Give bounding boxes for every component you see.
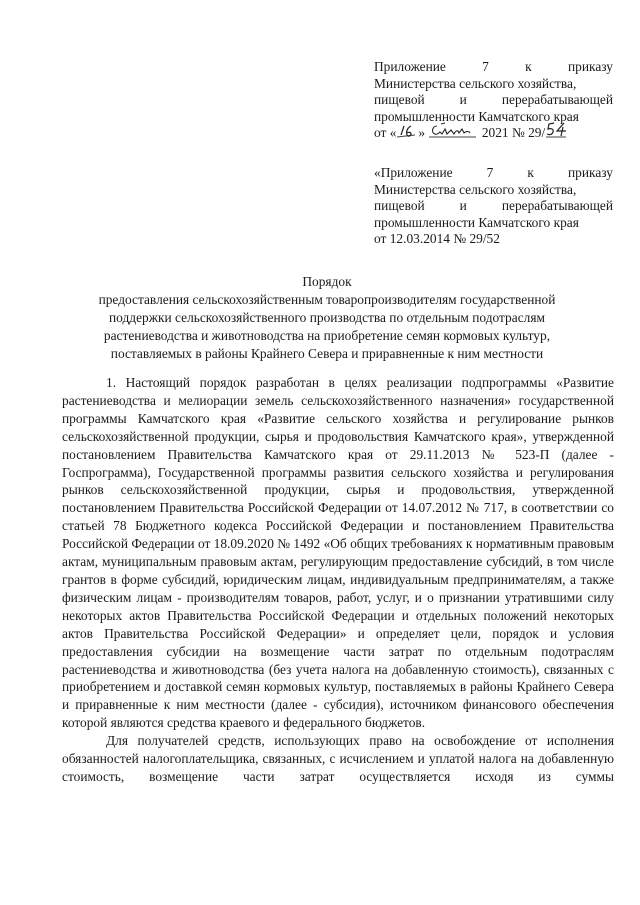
- title-line: предоставления сельскохозяйственным товаропроизводителям государственной: [98, 292, 556, 307]
- title-line: поддержки сельскохозяйственного производства по отдельным подотраслям: [109, 310, 545, 325]
- ministry-line-3: промышленности Камчатского края: [374, 214, 579, 230]
- previous-order-date: от 12.03.2014 № 29/52: [374, 231, 500, 247]
- ministry-line-3: промышленности Камчатского края: [374, 108, 579, 124]
- appendix-header-previous: [374, 165, 613, 248]
- handwritten-month-ink: [428, 122, 478, 140]
- paragraph-2: Для получателей средств, использующих право на освобождение от исполнения обязанностей налогоплательщика, связанных, с исчислением и уплатой налога на добавленную стоимость, возмещение части затрат осуществляется исходя из суммы: [62, 733, 614, 784]
- document-title: [40, 273, 614, 363]
- appendix-number: 7: [482, 59, 489, 74]
- appendix-header-current: [374, 59, 613, 142]
- appendix-header-line: [374, 59, 613, 76]
- ministry-line-2: пищевой и перерабатывающей: [374, 198, 613, 214]
- handwritten-day: [396, 125, 418, 142]
- handwritten-day-ink: [396, 124, 418, 140]
- appendix-date-line: от « » 2021 № 29/: [374, 125, 613, 142]
- ministry-line: Министерства сельского хозяйства,: [374, 181, 577, 197]
- handwritten-month: [428, 125, 478, 142]
- title-line: поставляемых в районы Крайнего Севера и приравненные к ним местности: [110, 346, 544, 361]
- handwritten-order-number: [545, 125, 567, 142]
- appendix-word: Приложение: [374, 59, 446, 74]
- paragraph-1: 1. Настоящий порядок разработан в целях реализации подпрограммы «Развитие растениеводства и мелиорации земель сельскохозяйственного назначения» государственной программы Камчатского края «Развитие сельского хозяйства и регулирование рынков сельскохозяйственной продукции, сырья и продовольствия Камчатского края», утвержденной постановлением Правительства Камчатского края от 29.11.2013 № 523-П (далее - Госпрограмма), Государственной программы развития сельского хозяйства и регулирования рынков сельскохозяйственной продукции, сырья и продовольствия, утвержденной постановлением Правительства Российской Федерации от 14.07.2012 № 717, в соответствии со статьей 78 Бюджетного кодекса Российской Федерации и постановлением Правительства Российской Федерации от 18.09.2020 № 1492 «Об общих требованиях к нормативным правовым актам, муниципальным правовым актам, регулирующим предоставление субсидий, в том числе грантов в форме субсидий, юридическим лицам, индивидуальным предпринимателям, а также физическим лицам - производителям товаров, работ, услуг, и о признании утратившими силу некоторых актов Правительства Российской Федерации и отдельных положений некоторых актов Правительства Российской Федерации» и определяет цели, порядок и условия предоставления субсидии на возмещение части затрат по отдельным подотраслям растениеводства и животноводства (без учета налога на добавленную стоимость), связанных с приобретением и доставкой семян кормовых культур, поставляемых в районы Крайнего Севера и приравненные к ним местности (далее - субсидия), источником финансового обеспечения которой являются средства краевого и федерального бюджетов.: [62, 375, 614, 731]
- appendix-preposition: к: [525, 59, 532, 74]
- appendix-order-word: приказу: [567, 59, 613, 74]
- document-body: [62, 374, 614, 786]
- handwritten-order-ink: [545, 122, 567, 140]
- title-heading: Порядок: [302, 274, 352, 289]
- title-line: растениеводства и животноводства на приобретение семян кормовых культур,: [103, 328, 551, 343]
- ministry-line-2: пищевой и перерабатывающей: [374, 92, 613, 108]
- ministry-line: Министерства сельского хозяйства,: [374, 75, 577, 91]
- appendix-header-line: «Приложение 7 к приказу: [374, 165, 613, 180]
